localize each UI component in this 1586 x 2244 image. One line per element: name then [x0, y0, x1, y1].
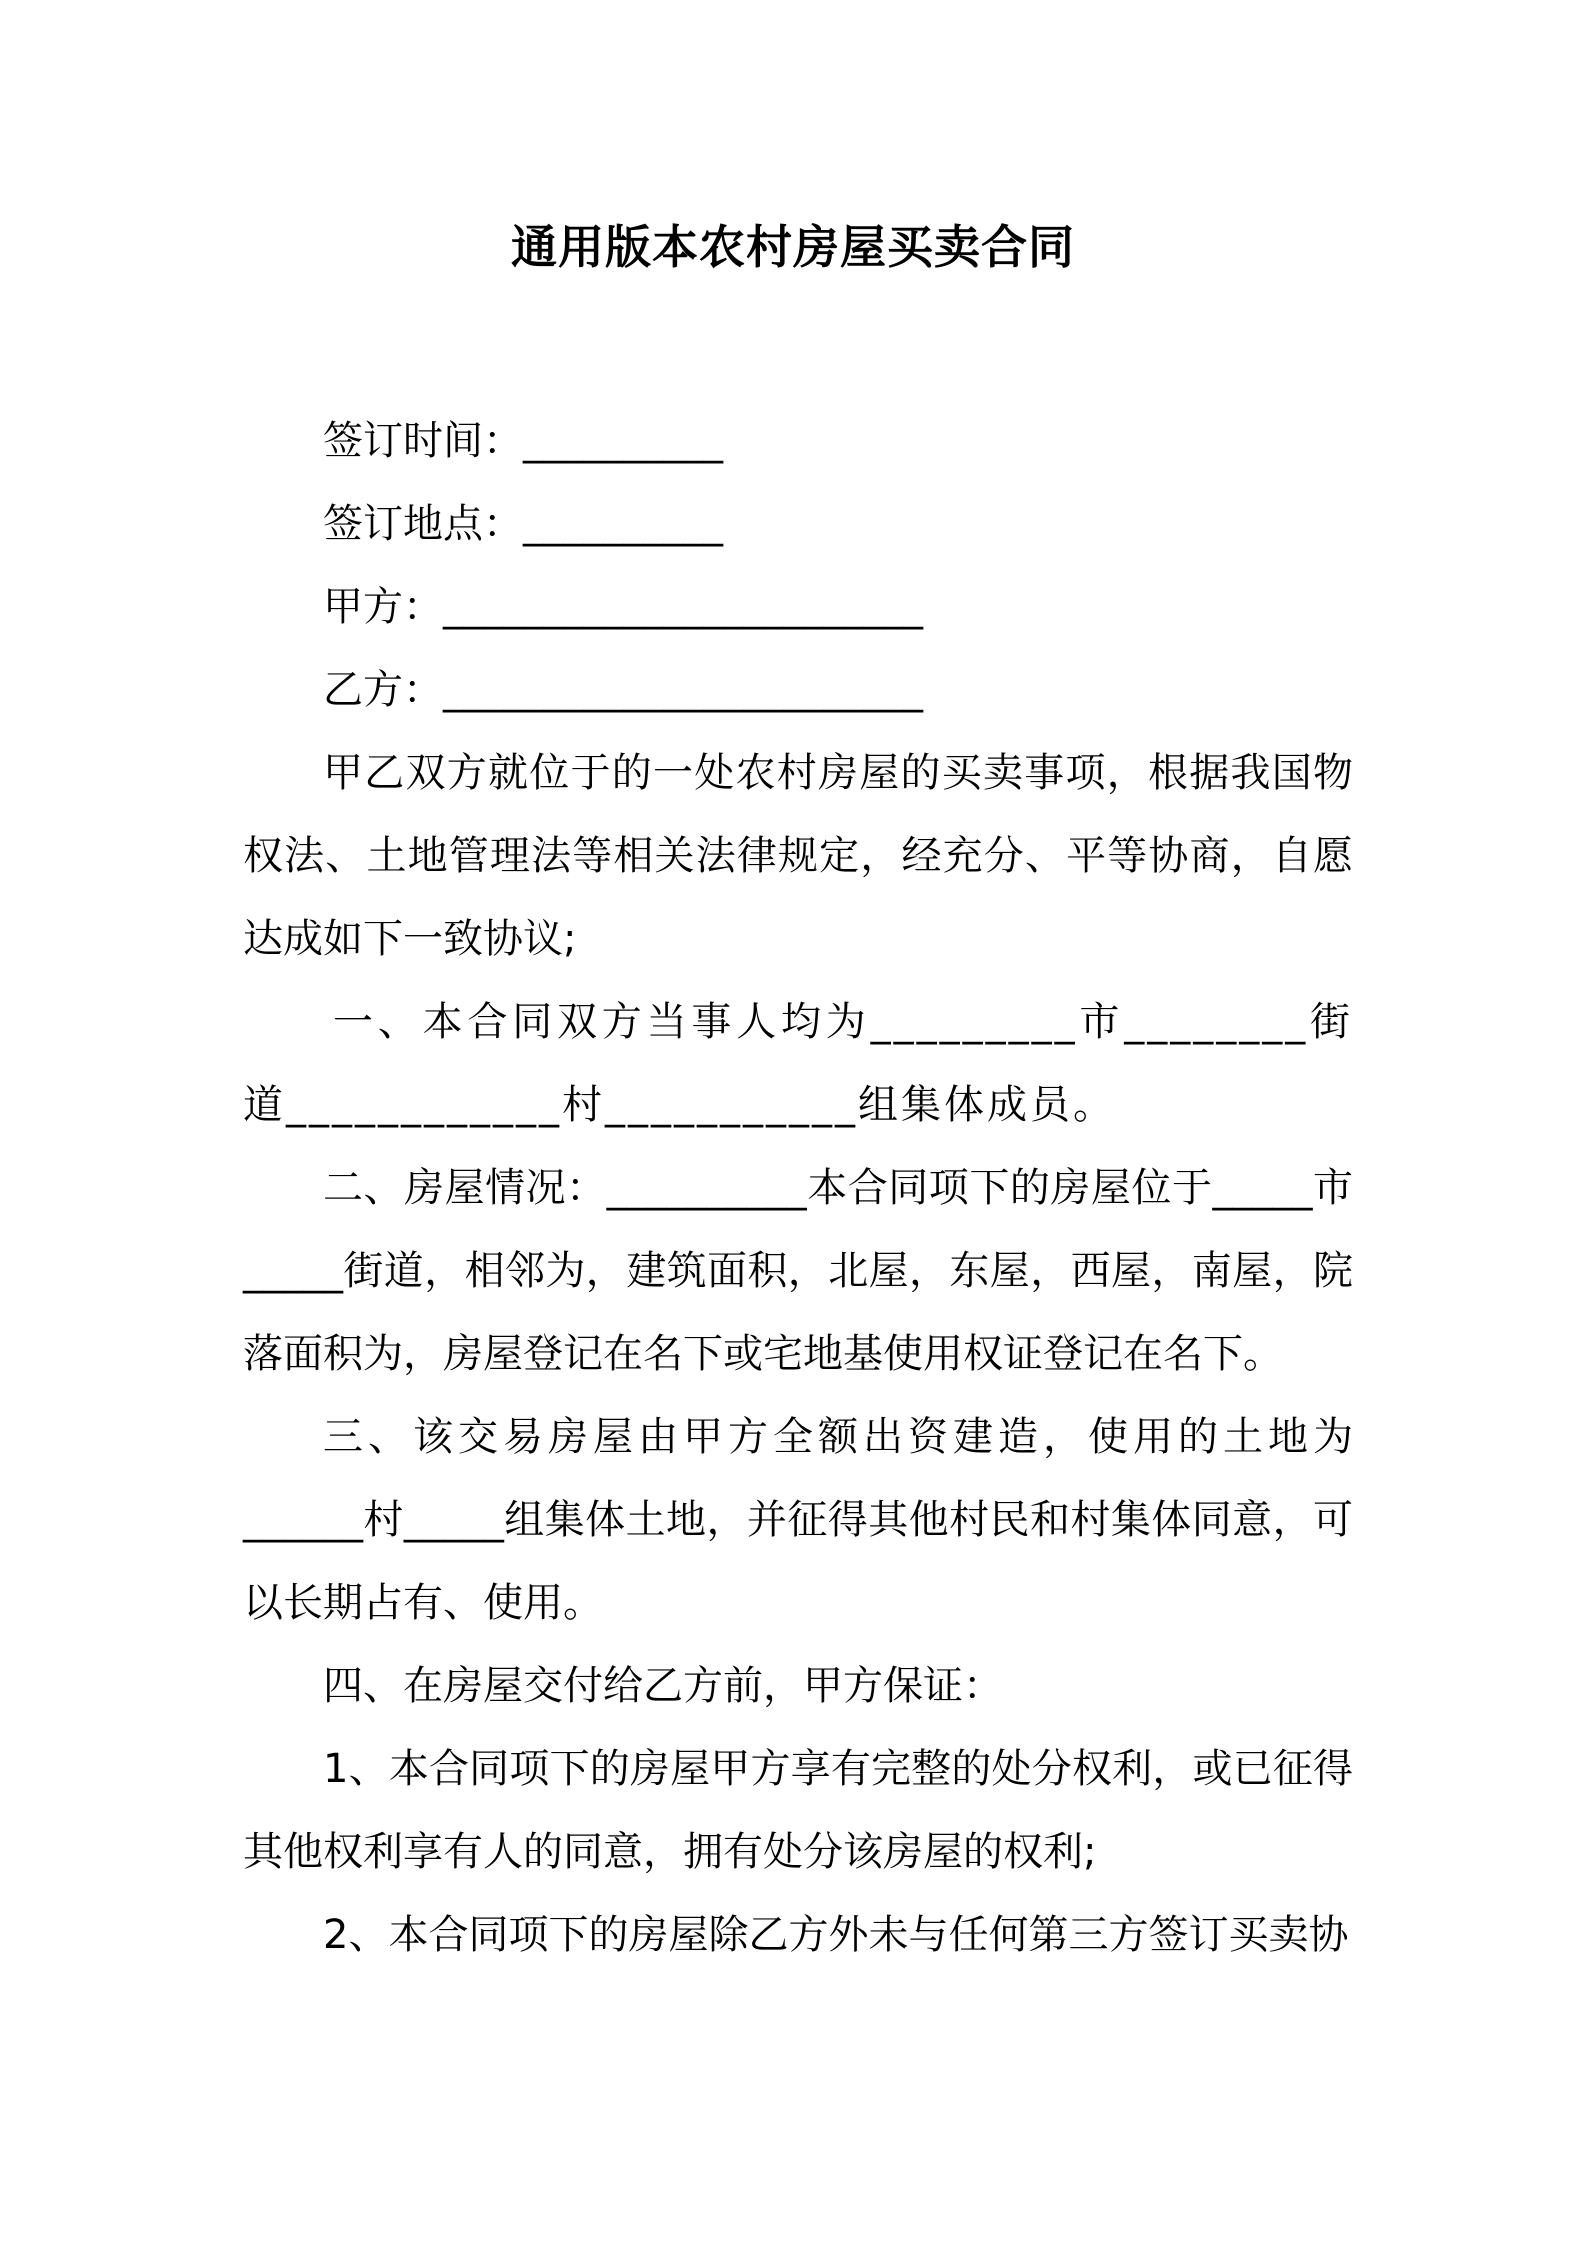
party-b-field: [243, 649, 1353, 732]
party-b-label: 乙方：: [323, 667, 443, 713]
signing-place-blank: __________: [523, 501, 723, 547]
party-a-label: 甲方：: [323, 584, 443, 630]
signing-time-label: 签订时间：: [323, 418, 523, 464]
document-title: 通用版本农村房屋买卖合同: [511, 220, 1075, 274]
party-b-blank: ________________________: [443, 667, 923, 713]
signing-time-field: [243, 400, 1353, 483]
clause-1-paragraph: 一、本合同双方当事人均为_________市________街道____________村___________组集体成员。: [243, 999, 1353, 1128]
signing-place-label: 签订地点：: [323, 501, 523, 547]
party-a-field: [243, 566, 1353, 649]
clause-4-paragraph: 四、在房屋交付给乙方前，甲方保证：: [323, 1663, 1003, 1709]
party-a-blank: ________________________: [443, 584, 923, 630]
document-body: [243, 400, 1353, 1977]
signing-place-field: [243, 483, 1353, 566]
intro-paragraph: 甲乙双方就位于的一处农村房屋的买卖事项，根据我国物权法、土地管理法等相关法律规定，经充分、平等协商，自愿达成如下一致协议;: [243, 750, 1353, 962]
clause-2-paragraph: 二、房屋情况：__________本合同项下的房屋位于_____市_____街道，相邻为，建筑面积，北屋，东屋，西屋，南屋，院落面积为，房屋登记在名下或宅地基使用权证登记在名下。: [243, 1165, 1353, 1377]
clause-3-paragraph: 三、该交易房屋由甲方全额出资建造，使用的土地为______村_____组集体土地，并征得其他村民和村集体同意，可以长期占有、使用。: [243, 1414, 1353, 1626]
item-1-paragraph: 1、本合同项下的房屋甲方享有完整的处分权利，或已征得其他权利享有人的同意，拥有处分该房屋的权利;: [243, 1746, 1353, 1875]
signing-time-blank: __________: [523, 418, 723, 464]
item-2-paragraph: 2、本合同项下的房屋除乙方外未与任何第三方签订买卖协: [323, 1912, 1349, 1958]
